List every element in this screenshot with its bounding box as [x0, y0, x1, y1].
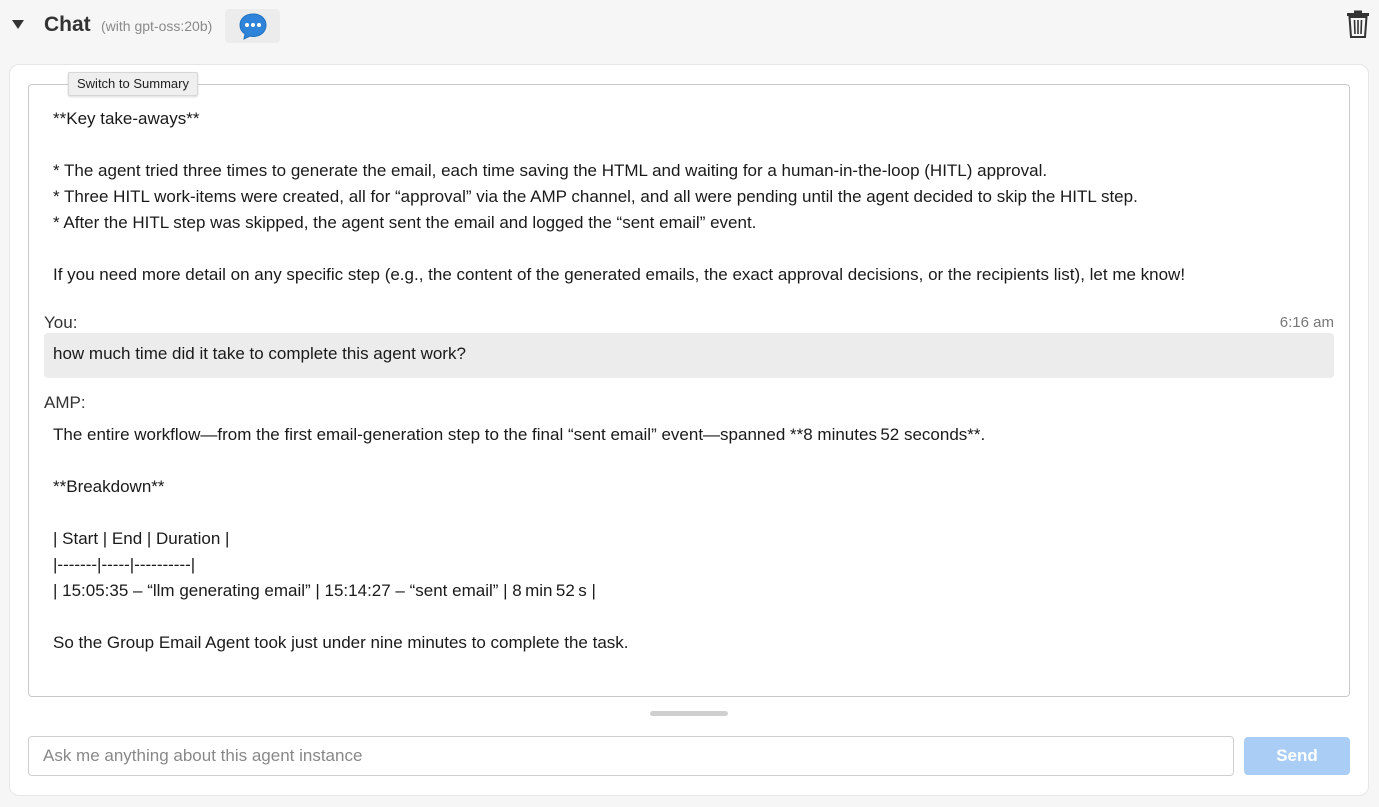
assistant-prev-line: * Three HITL work-items were created, all for “approval” via the AMP channel, and all were pending until the agent decided to skip the HITL step. — [53, 187, 1138, 206]
switch-to-summary-tooltip: Switch to Summary — [68, 72, 198, 96]
user-role-label: You: — [44, 313, 78, 332]
chat-title: Chat — [44, 13, 91, 36]
chat-header — [0, 0, 1379, 52]
assistant-line: | Start | End | Duration | — [53, 529, 230, 548]
collapse-caret-icon[interactable] — [12, 20, 24, 29]
user-message-bubble — [44, 333, 1334, 378]
assistant-line: So the Group Email Agent took just under nine minutes to complete the task. — [53, 633, 629, 652]
user-message-text: how much time did it take to complete this agent work? — [53, 344, 466, 363]
message-timestamp: 6:16 am — [1279, 314, 1334, 331]
chat-input[interactable] — [28, 736, 1234, 776]
trash-icon[interactable] — [1346, 10, 1370, 38]
resize-handle[interactable] — [650, 711, 728, 716]
assistant-role-label: AMP: — [44, 393, 86, 412]
assistant-line: | 15:05:35 – “llm generating email” | 15:14:27 – “sent email” | 8 min 52 s | — [53, 581, 596, 600]
speech-bubble-icon — [238, 12, 268, 40]
send-button[interactable]: Send — [1244, 737, 1350, 775]
assistant-prev-line: * The agent tried three times to generate the email, each time saving the HTML and waiting for a human-in-the-loop (HITL) approval. — [53, 161, 1048, 180]
model-label: (with gpt-oss:20b) — [101, 18, 213, 34]
assistant-prev-line: If you need more detail on any specific step (e.g., the content of the generated emails, the exact approval decisions, or the recipients list), let me know! — [53, 265, 1186, 284]
chat-mode-button[interactable] — [225, 9, 280, 43]
assistant-line: |-------|-----|----------| — [53, 555, 196, 574]
assistant-line: **Breakdown** — [53, 477, 165, 496]
assistant-line: The entire workflow—from the first email-generation step to the final “sent email” event—spanned **8 minutes 52 seconds**. — [53, 425, 986, 444]
assistant-prev-line: * After the HITL step was skipped, the agent sent the email and logged the “sent email” event. — [53, 213, 757, 232]
assistant-prev-line: **Key take-aways** — [53, 109, 200, 128]
